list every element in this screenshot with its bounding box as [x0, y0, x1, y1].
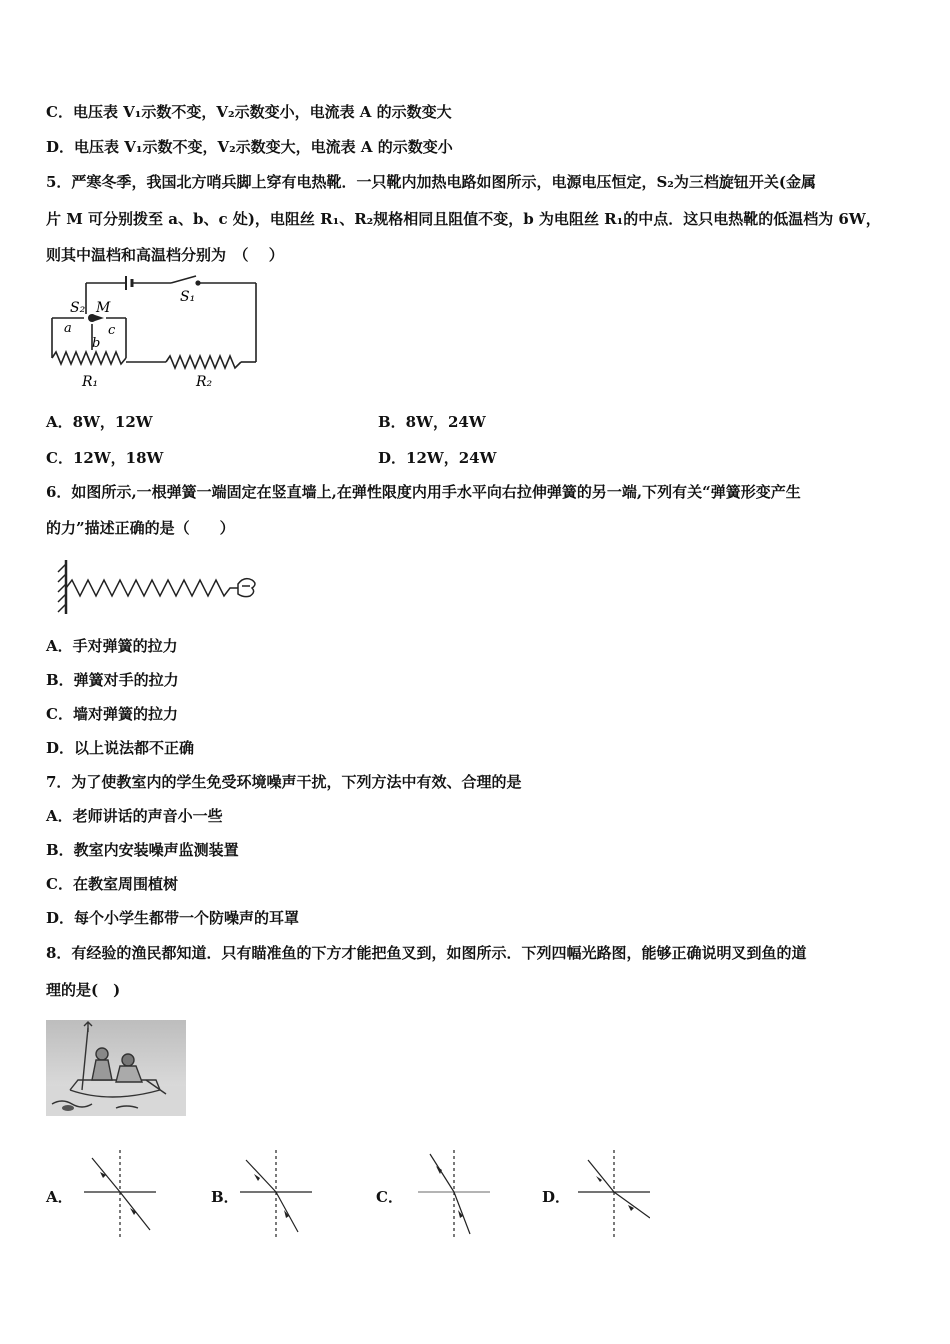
q8-ray-diagram-b [240, 1148, 312, 1240]
q4-option-d: D．电压表 V₁示数不变，V₂示数变大，电流表 A 的示数变小 [46, 138, 453, 156]
q8-option-d-label: D． [542, 1188, 571, 1206]
q6-spring-diagram [52, 556, 262, 618]
q8-stem-line1: 8．有经验的渔民都知道．只有瞄准鱼的下方才能把鱼叉到，如图所示．下列四幅光路图，能够正确说明叉到鱼的道 [46, 944, 807, 962]
q8-ray-diagram-c [418, 1148, 490, 1240]
q5-option-a: A．8W，12W [46, 413, 153, 431]
q8-option-c-label: C． [376, 1188, 403, 1206]
q6-stem-line2: 的力”描述正确的是（ ） [46, 519, 235, 537]
label-r2: R₂ [196, 374, 213, 390]
q7-option-a: A．老师讲话的声音小一些 [46, 807, 223, 825]
q8-stem-line2: 理的是( ) [46, 981, 121, 999]
label-s1: S₁ [180, 289, 196, 305]
q5-option-d: D．12W，24W [378, 449, 497, 467]
q5-option-c: C．12W，18W [46, 449, 164, 467]
q6-stem-line1: 6．如图所示,一根弹簧一端固定在竖直墙上,在弹性限度内用手水平向右拉伸弹簧的另一端,下列有关“弹簧形变产生 [46, 483, 801, 501]
label-c: c [108, 323, 116, 338]
q7-option-c: C．在教室周围植树 [46, 875, 178, 893]
label-r1: R₁ [82, 374, 99, 390]
q8-ray-diagram-d [578, 1148, 650, 1240]
q5-option-b: B．8W，24W [378, 413, 486, 431]
q7-stem: 7．为了使教室内的学生免受环境噪声干扰，下列方法中有效、合理的是 [46, 773, 522, 791]
q8-option-a-label: A． [46, 1188, 73, 1206]
q5-stem-line1: 5．严寒冬季，我国北方哨兵脚上穿有电热靴．一只靴内加热电路如图所示，电源电压恒定，S₂为三档旋钮开关(金属 [46, 173, 816, 191]
q8-ray-diagram-a [84, 1148, 156, 1240]
q4-option-c: C．电压表 V₁示数不变，V₂示数变小，电流表 A 的示数变大 [46, 103, 452, 121]
q7-option-b: B．教室内安装噪声监测装置 [46, 841, 239, 859]
q7-option-d: D．每个小学生都带一个防噪声的耳罩 [46, 909, 300, 927]
q5-circuit-diagram [46, 274, 266, 392]
q6-option-d: D．以上说法都不正确 [46, 739, 195, 757]
q6-option-b: B．弹簧对手的拉力 [46, 671, 179, 689]
q5-stem-line3: 则其中温档和高温档分别为 （ ） [46, 246, 284, 264]
label-a: a [64, 321, 72, 336]
q5-stem-line2: 片 M 可分别拨至 a、b、c 处)，电阻丝 R₁、R₂规格相同且阻值不变，b 为电阻丝 R₁的中点．这只电热靴的低温档为 6W， [46, 210, 881, 228]
q6-option-a: A．手对弹簧的拉力 [46, 637, 178, 655]
label-m: M [96, 300, 111, 316]
label-s2: S₂ [70, 300, 86, 316]
q8-option-b-label: B． [211, 1188, 239, 1206]
label-b: b [92, 336, 101, 351]
q6-option-c: C．墙对弹簧的拉力 [46, 705, 178, 723]
q8-fishermen-picture [46, 1020, 186, 1116]
